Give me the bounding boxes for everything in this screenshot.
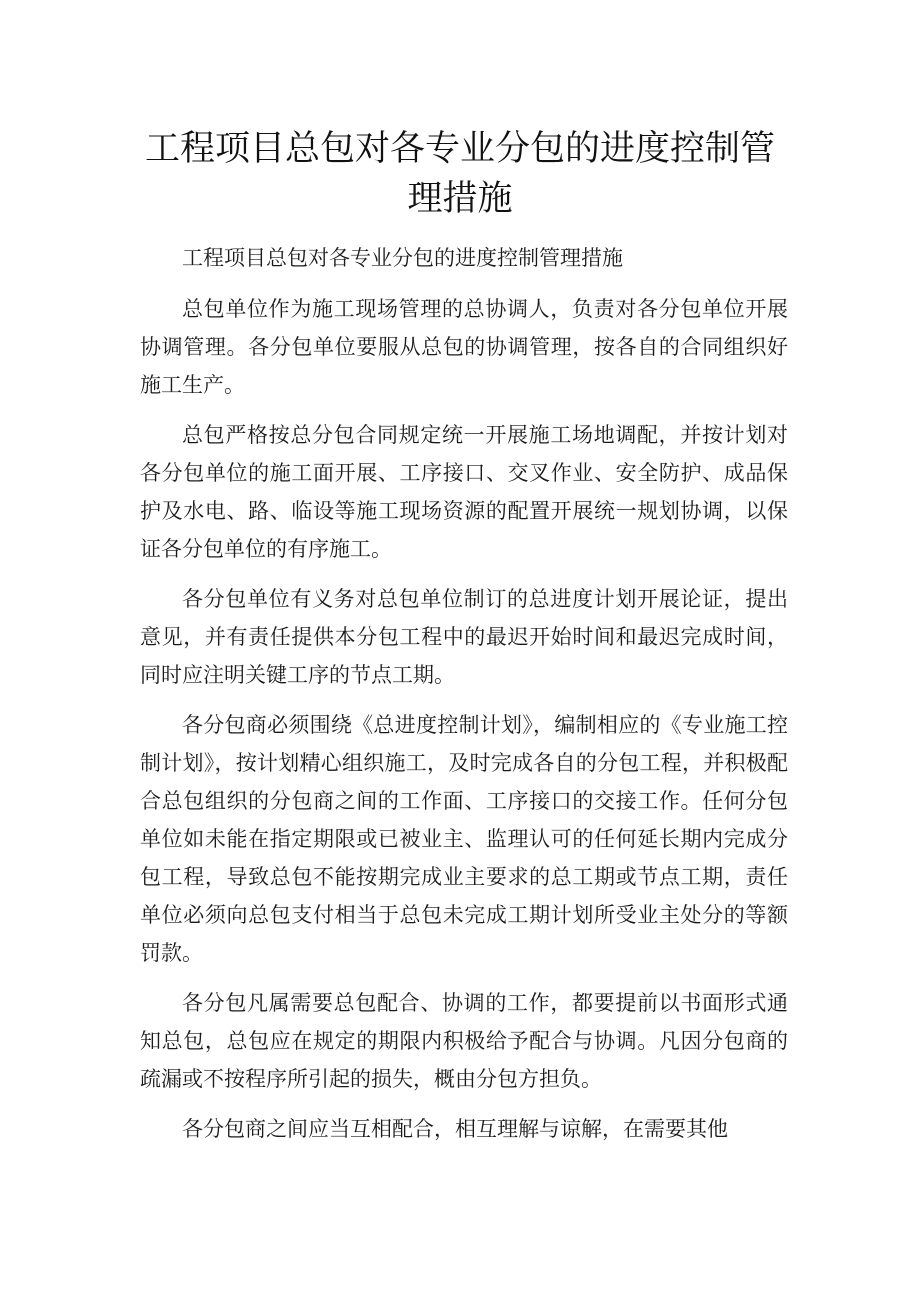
document-subtitle: 工程项目总包对各专业分包的进度控制管理措施 — [182, 246, 623, 270]
paragraph: 总包严格按总分包合同规定统一开展施工场地调配，并按计划对各分包单位的施工面开展、工序接口、交叉作业、安全防护、成品保护及水电、路、临设等施工现场资源的配置开展统一规划协调，以保证各分包单位的有序施工。 — [140, 423, 788, 561]
paragraph: 各分包单位有义务对总包单位制订的总进度计划开展论证，提出意见，并有责任提供本分包工程中的最迟开始时间和最迟完成时间，同时应注明关键工序的节点工期。 — [140, 587, 788, 687]
paragraph: 各分包凡属需要总包配合、协调的工作，都要提前以书面形式通知总包，总包应在规定的期限内积极给予配合与协调。凡因分包商的疏漏或不按程序所引起的损失，概由分包方担负。 — [140, 991, 788, 1091]
document-body — [140, 239, 788, 1160]
paragraph: 总包单位作为施工现场管理的总协调人，负责对各分包单位开展协调管理。各分包单位要服从总包的协调管理，按各自的合同组织好施工生产。 — [140, 297, 788, 397]
paragraph: 各分包商必须围绕《总进度控制计划》，编制相应的《专业施工控制计划》，按计划精心组织施工，及时完成各自的分包工程，并积极配合总包组织的分包商之间的工作面、工序接口的交接工作。任何分包单位如未能在指定期限或已被业主、监理认可的任何延长期内完成分包工程，导致总包不能按期完成业主要求的总工期或节点工期，责任单位必须向总包支付相当于总包未完成工期计划所受业主处分的等额罚款。 — [140, 713, 788, 965]
document-title: 工程项目总包对各专业分包的进度控制管理措施 — [144, 129, 775, 219]
paragraph: 各分包商之间应当互相配合，相互理解与谅解，在需要其他 — [182, 1117, 728, 1141]
